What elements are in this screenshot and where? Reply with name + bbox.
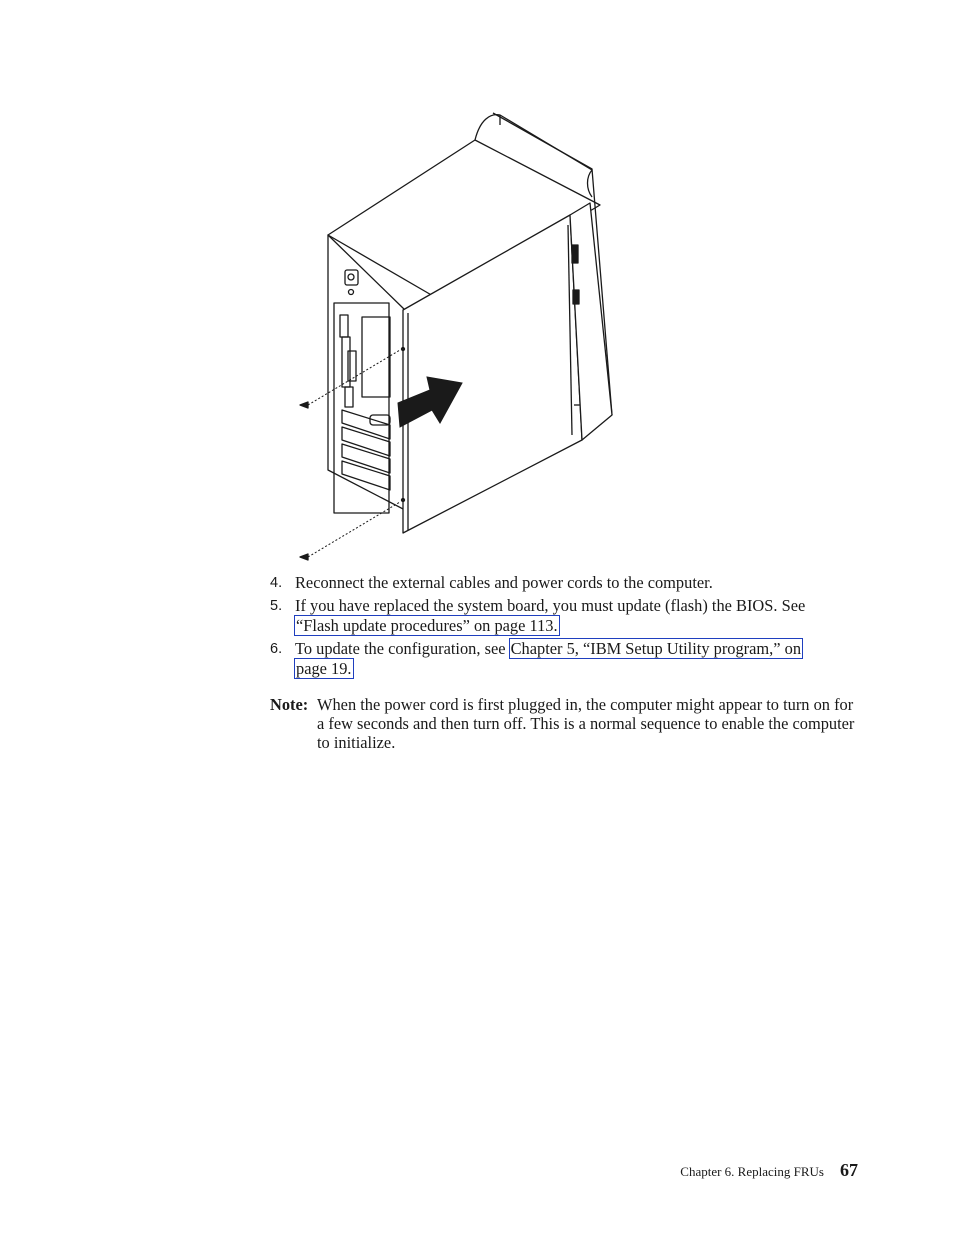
page-footer	[680, 1160, 858, 1181]
ibm-setup-utility-link-page[interactable]: page 19.	[296, 659, 352, 678]
ibm-setup-utility-link[interactable]: Chapter 5, “IBM Setup Utility program,” on	[510, 639, 802, 658]
step-item	[270, 596, 860, 636]
flash-update-procedures-link[interactable]: “Flash update procedures” on page 113.	[296, 616, 558, 635]
step-text: To update the configuration, see	[295, 639, 510, 658]
step-list	[270, 573, 860, 682]
step-number: 6.	[270, 641, 283, 657]
step-number: 4.	[270, 575, 283, 591]
step-number: 5.	[270, 598, 283, 614]
footer-chapter: Chapter 6. Replacing FRUs	[680, 1164, 824, 1179]
step-text: Reconnect the external cables and power cords to the computer.	[295, 573, 713, 592]
step-item	[270, 639, 860, 679]
computer-tower-cover-installation-icon	[290, 105, 630, 570]
note-block	[270, 695, 860, 752]
note-text: When the power cord is first plugged in, the computer might appear to turn on for a few seconds and then turn off. This is a normal sequence to enable the computer to initialize.	[317, 695, 855, 752]
step-text: If you have replaced the system board, you must update (flash) the BIOS. See	[295, 596, 806, 615]
step-item	[270, 573, 860, 593]
page-number: 67	[840, 1160, 858, 1180]
note-label: Note:	[270, 695, 309, 714]
